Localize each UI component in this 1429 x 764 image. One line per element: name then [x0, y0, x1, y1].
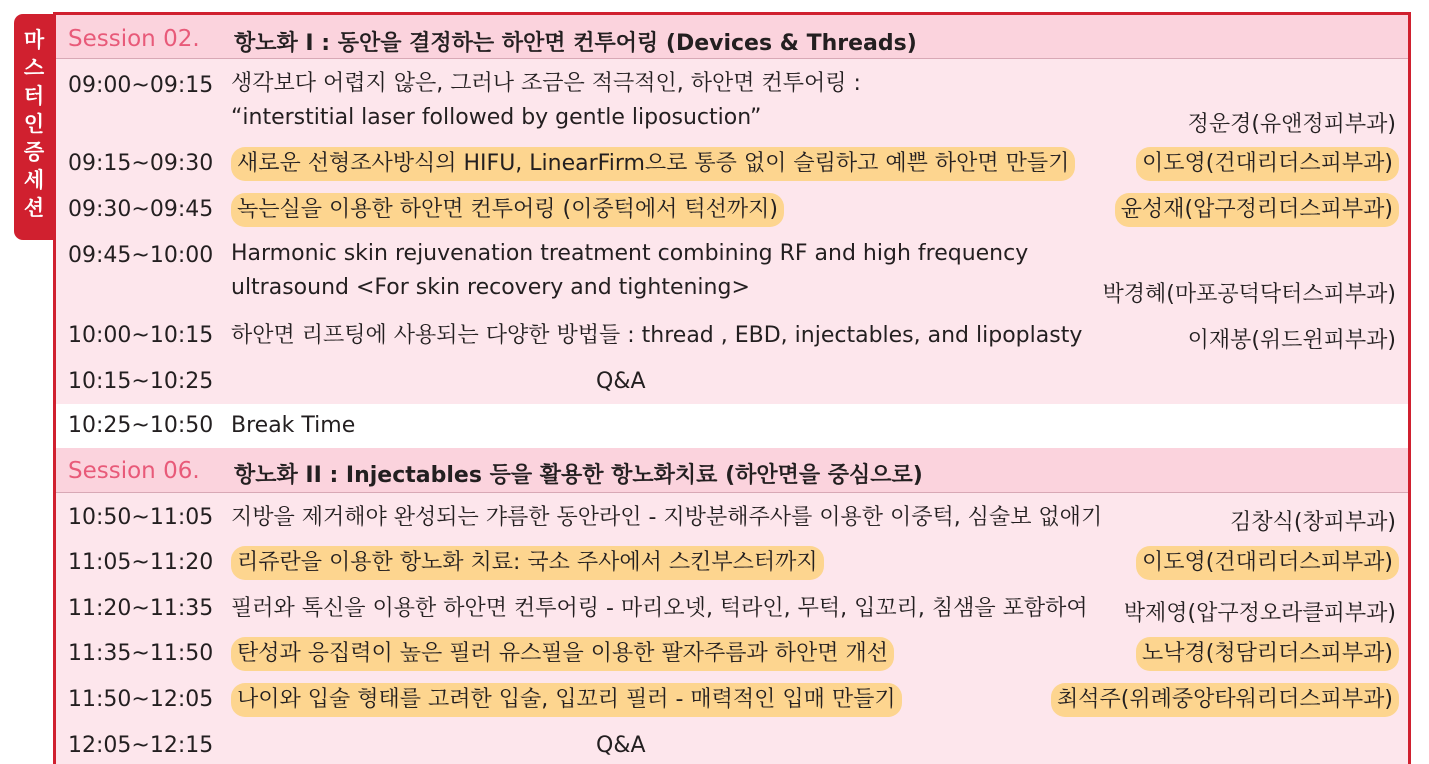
- divider: [56, 58, 1408, 59]
- program-row: [56, 145, 1408, 185]
- speaker: 윤성재(압구정리더스피부과): [1115, 193, 1399, 227]
- speaker: 정운경(유앤정피부과): [1187, 112, 1396, 137]
- time-slot: 10:25~10:50: [68, 413, 214, 438]
- talk-title: 녹는실을 이용한 하안면 컨투어링 (이중턱에서 턱선까지): [231, 193, 784, 227]
- speaker: 이도영(건대리더스피부과): [1136, 147, 1399, 181]
- session-header: [56, 448, 1408, 492]
- speaker: 이재봉(위드윈피부과): [1187, 328, 1396, 353]
- speaker: 이도영(건대리더스피부과): [1136, 546, 1399, 580]
- time-slot: 09:00~09:15: [68, 73, 214, 98]
- talk-title: 새로운 선형조사방식의 HIFU, LinearFirm으로 통증 없이 슬림하고 예쁜 하안면 만들기: [231, 147, 1075, 181]
- break-label: Break Time: [231, 413, 356, 438]
- time-slot: 11:35~11:50: [68, 641, 214, 666]
- time-slot: 09:45~10:00: [68, 243, 214, 268]
- time-slot: 11:20~11:35: [68, 596, 214, 621]
- talk-title: 탄성과 응집력이 높은 필러 유스필을 이용한 팔자주름과 하안면 개선: [231, 637, 894, 671]
- talk-title: 하안면 리프팅에 사용되는 다양한 방법들 : thread , EBD, injectables, and lipoplasty: [231, 323, 1083, 348]
- time-slot: 10:00~10:15: [68, 323, 214, 348]
- speaker: 박경혜(마포공덕닥터스피부과): [1102, 282, 1396, 307]
- session-title: 항노화 II : Injectables 등을 활용한 항노화치료 (하안면을 중심으로): [234, 463, 923, 488]
- program-row: [56, 191, 1408, 231]
- time-slot: 10:50~11:05: [68, 505, 214, 530]
- time-slot: 11:50~12:05: [68, 687, 214, 712]
- time-slot: 11:05~11:20: [68, 550, 214, 575]
- program-row: [56, 590, 1408, 630]
- qa-label: Q&A: [596, 733, 646, 758]
- talk-title: 나이와 입술 형태를 고려한 입술, 입꼬리 필러 - 매력적인 입매 만들기: [231, 683, 902, 717]
- program-row: [56, 363, 1408, 401]
- session-title: 항노화 I : 동안을 결정하는 하안면 컨투어링 (Devices & Threads): [234, 31, 917, 56]
- talk-title: 리쥬란을 이용한 항노화 치료: 국소 주사에서 스킨부스터까지: [231, 546, 824, 580]
- session-number: Session 06.: [68, 458, 200, 484]
- time-slot: 12:05~12:15: [68, 733, 214, 758]
- program-row: [56, 499, 1408, 539]
- talk-title: ultrasound <For skin recovery and tightening>: [231, 275, 750, 300]
- session-number: Session 02.: [68, 26, 200, 52]
- break-row: [56, 404, 1408, 448]
- program-row: [56, 317, 1408, 357]
- program-table: [53, 12, 1411, 764]
- talk-title: 지방을 제거해야 완성되는 갸름한 동안라인 - 지방분해주사를 이용한 이중턱, 심술보 없애기: [231, 505, 1103, 530]
- time-slot: 10:15~10:25: [68, 369, 214, 394]
- speaker: 김창식(창피부과): [1230, 510, 1396, 535]
- program-row: [56, 681, 1408, 721]
- speaker: 최석주(위례중앙타워리더스피부과): [1051, 683, 1399, 717]
- master-certification-session-tab: [14, 14, 54, 240]
- speaker: 노낙경(청담리더스피부과): [1136, 637, 1399, 671]
- talk-title: Harmonic skin rejuvenation treatment combining RF and high frequency: [231, 241, 1029, 266]
- session-header: [56, 15, 1408, 58]
- qa-label: Q&A: [596, 369, 646, 394]
- time-slot: 09:30~09:45: [68, 197, 214, 222]
- talk-title: “interstitial laser followed by gentle liposuction”: [231, 105, 762, 130]
- talk-title: 생각보다 어렵지 않은, 그러나 조금은 적극적인, 하안면 컨투어링 :: [231, 71, 861, 96]
- program-row: [56, 727, 1408, 764]
- speaker: 박제영(압구정오라클피부과): [1123, 601, 1396, 626]
- program-row: [56, 635, 1408, 675]
- talk-title: 필러와 톡신을 이용한 하안면 컨투어링 - 마리오넷, 턱라인, 무턱, 입꼬리, 침샘을 포함하여: [231, 596, 1088, 621]
- side-tab-label: 마스터인증세션: [23, 28, 45, 220]
- program-row: [56, 67, 1408, 139]
- program-row: [56, 237, 1408, 309]
- divider: [56, 492, 1408, 493]
- time-slot: 09:15~09:30: [68, 151, 214, 176]
- program-row: [56, 544, 1408, 584]
